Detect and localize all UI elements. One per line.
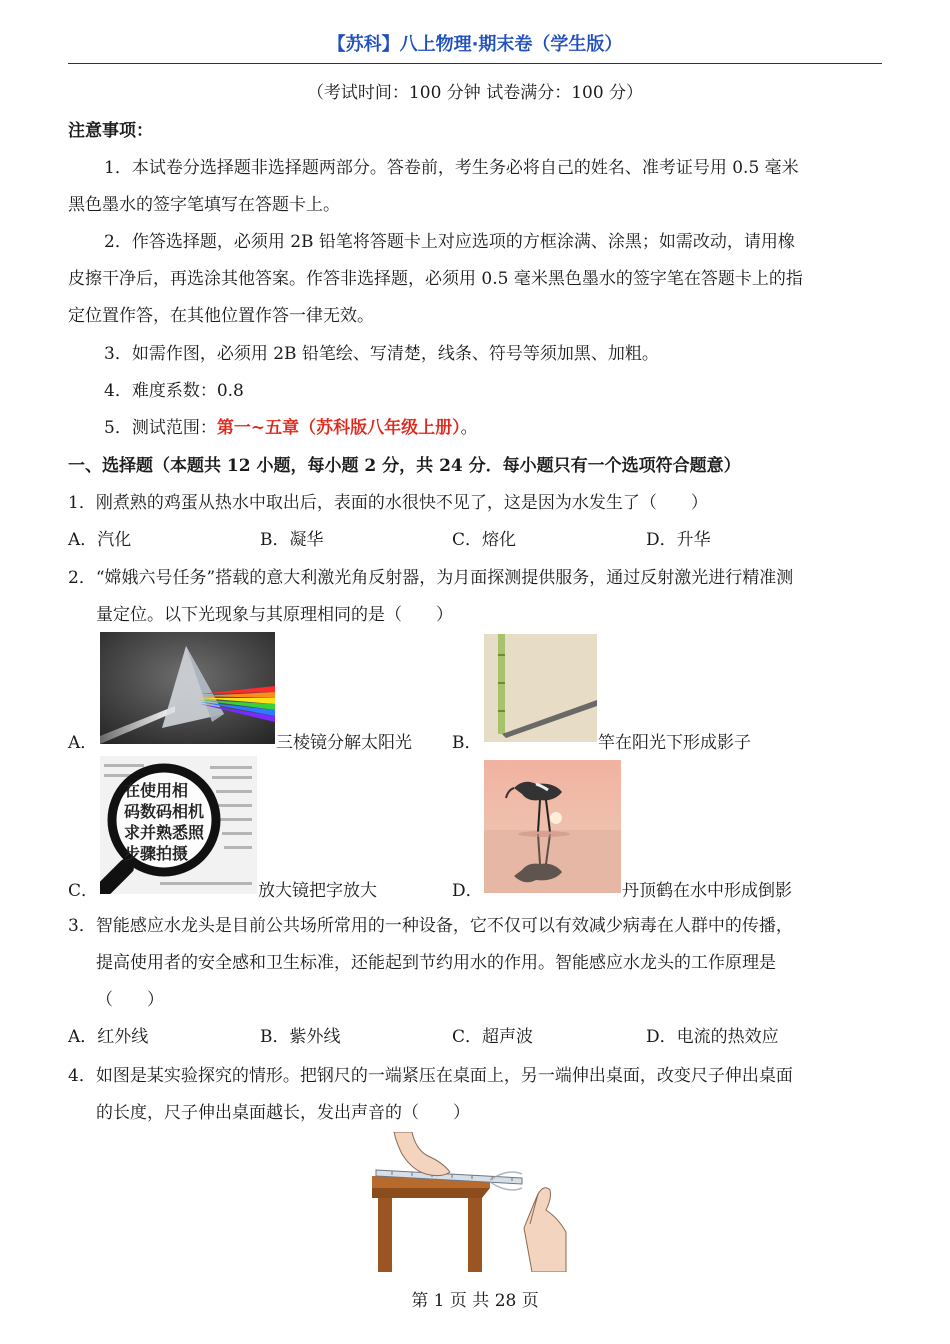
question-2-option-d-letter: D．	[452, 881, 483, 901]
notice-item-3: 3．如需作图，必须用 2B 铅笔绘、写清楚，线条、符号等须加黑、加粗。	[104, 344, 659, 364]
question-3-stem-line-1: 3．智能感应水龙头是目前公共场所常用的一种设备，它不仅可以有效减少病毒在人群中的传播，	[68, 916, 793, 936]
notice-item-1-line-2: 黑色墨水的签字笔填写在答题卡上。	[68, 195, 340, 215]
prism-image	[100, 632, 275, 744]
page-footer: 第 1 页 共 28 页	[411, 1291, 539, 1311]
question-3-option-b: B．紫外线	[260, 1027, 341, 1047]
notice-item-2-line-3: 定位置作答，在其他位置作答一律无效。	[68, 306, 374, 326]
question-3-option-a: A．红外线	[68, 1027, 149, 1047]
notice-item-5	[104, 413, 478, 438]
question-3-option-c: C．超声波	[452, 1027, 534, 1047]
magnifier-text-line-1: 在使用相	[124, 781, 189, 800]
magnifier-text-line-4: 步骤拍摄	[124, 844, 189, 863]
question-1-option-b: B．凝华	[260, 530, 324, 550]
question-2-option-c-letter: C．	[68, 881, 99, 901]
question-2-option-a-caption: 三棱镜分解太阳光	[276, 733, 412, 753]
notice-item-2-line-2: 皮擦干净后，再选涂其他答案。作答非选择题，必须用 0.5 毫米黑色墨水的签字笔在答题卡上的指	[68, 269, 803, 289]
question-2-stem-line-1: 2．“嫦娥六号任务”搭载的意大利激光角反射器，为月面探测提供服务，通过反射激光进行精准测	[68, 568, 794, 588]
magnifier-text-line-2: 码数码相机	[124, 802, 205, 821]
magnifier-image	[100, 756, 257, 894]
ruler-experiment-image	[372, 1132, 570, 1272]
question-2-option-b-caption: 竿在阳光下形成影子	[598, 733, 751, 753]
exam-info: （考试时间：100 分钟 试卷满分：100 分）	[306, 83, 644, 103]
question-3-stem-line-2: 提高使用者的安全感和卫生标准，还能起到节约用水的作用。智能感应水龙头的工作原理是	[96, 953, 776, 973]
question-2-stem-line-2: 量定位。以下光现象与其原理相同的是（ ）	[96, 605, 453, 625]
header-divider	[68, 63, 882, 64]
question-2-option-d-caption: 丹顶鹤在水中形成倒影	[622, 881, 792, 901]
pole-shadow-image	[484, 634, 597, 742]
notice-item-1-line-1: 1．本试卷分选择题非选择题两部分。答卷前，考生务必将自己的姓名、准考证号用 0.5 毫米	[104, 158, 799, 178]
section-1-title: 一、选择题（本题共 12 小题，每小题 2 分，共 24 分．每小题只有一个选项符合题意）	[68, 456, 741, 476]
question-2-option-a-letter: A．	[68, 733, 98, 753]
document-header-title: 【苏科】八上物理·期末卷（学生版）	[327, 34, 623, 55]
question-3-option-d: D．电流的热效应	[646, 1027, 779, 1047]
crane-reflection-image	[484, 760, 621, 893]
test-range-highlight: 第一~五章（苏科版八年级上册）	[216, 418, 461, 438]
question-1-option-d: D．升华	[646, 530, 711, 550]
question-1-stem: 1．刚煮熟的鸡蛋从热水中取出后，表面的水很快不见了，这是因为水发生了（ ）	[68, 493, 708, 513]
question-2-option-c-caption: 放大镜把字放大	[258, 881, 377, 901]
notice-heading: 注意事项：	[68, 121, 153, 141]
magnifier-text-line-3: 求并熟悉照	[124, 823, 205, 842]
notice-item-5-prefix: 5．测试范围：	[104, 418, 217, 438]
question-1-option-a: A．汽化	[68, 530, 132, 550]
question-4-stem-line-1: 4．如图是某实验探究的情形。把钢尺的一端紧压在桌面上，另一端伸出桌面，改变尺子伸出桌面	[68, 1066, 793, 1086]
notice-item-4: 4．难度系数：0.8	[104, 381, 244, 401]
question-3-stem-line-3: （ ）	[96, 990, 164, 1010]
question-1-option-c: C．熔化	[452, 530, 517, 550]
notice-item-5-suffix: 。	[460, 418, 478, 438]
question-2-option-b-letter: B．	[452, 733, 482, 753]
question-4-stem-line-2: 的长度，尺子伸出桌面越长，发出声音的（ ）	[96, 1103, 470, 1123]
notice-item-2-line-1: 2．作答选择题，必须用 2B 铅笔将答题卡上对应选项的方框涂满、涂黑；如需改动，请用橡	[104, 232, 795, 252]
